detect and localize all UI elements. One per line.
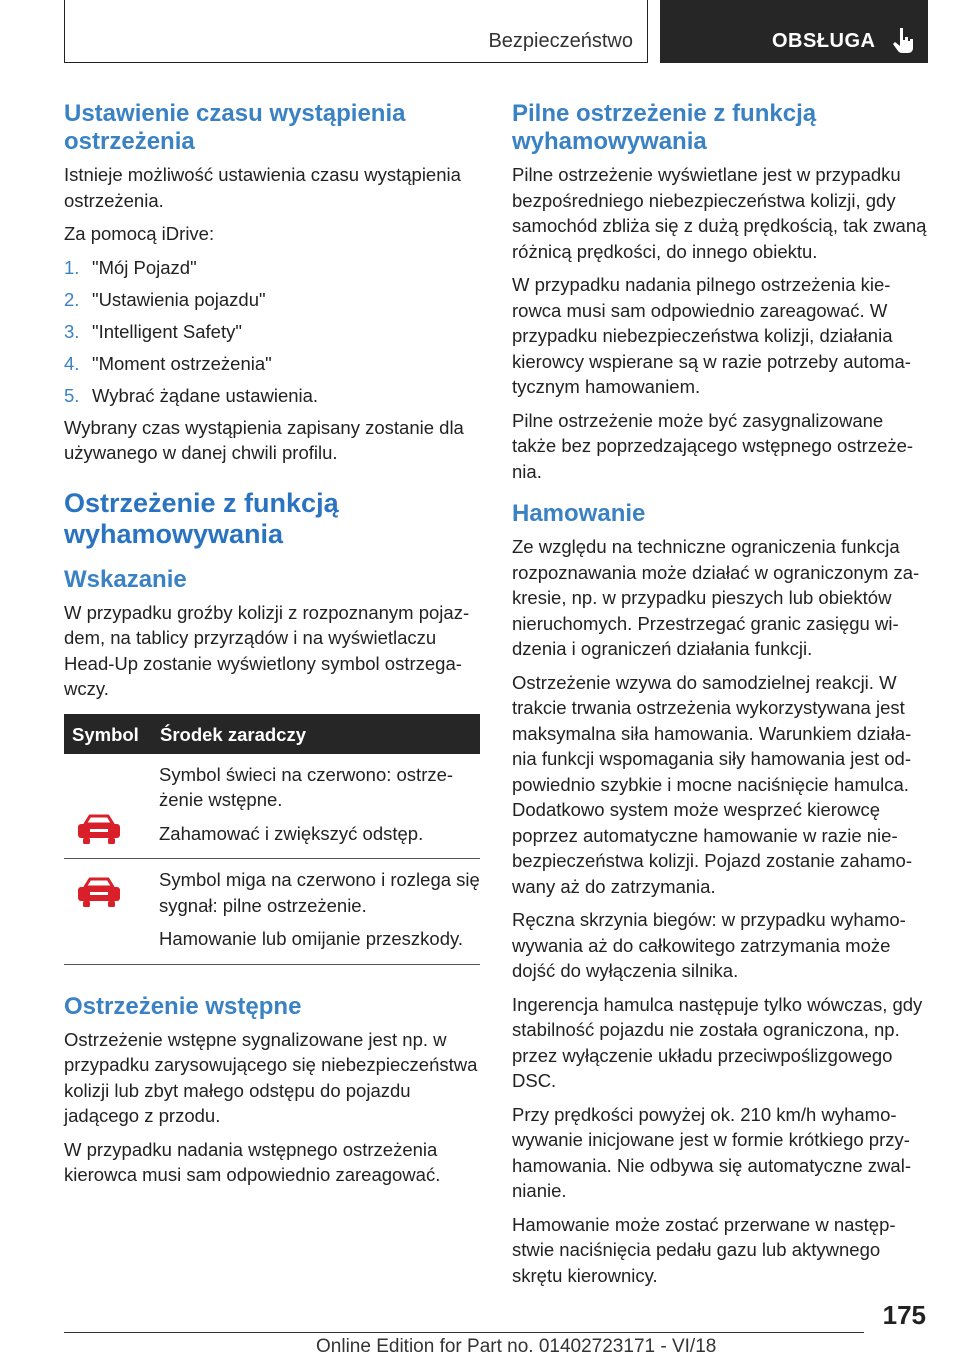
paragraph: Ingerencja hamulca następuje tylko wówczas, gdy stabilność pojazdu nie została ograniczona, np. przez wyłączenie układu przeciwpoślizgowego DSC. <box>512 993 923 1091</box>
heading-urgent-warning: Pilne ostrzeżenie z funkcją wyhamowywania <box>512 100 817 155</box>
list-item <box>64 383 480 409</box>
list-item <box>64 255 480 281</box>
step-text: "Mój Pojazd" <box>92 256 197 278</box>
column-header-symbol: Symbol <box>72 723 139 745</box>
section-title: Bezpieczeństwo <box>488 30 633 52</box>
action-text: Hamowanie lub omijanie przeszkody. <box>159 928 464 949</box>
table-row <box>64 754 480 860</box>
heading-pre-warning: Ostrzeżenie wstępne <box>64 992 302 1020</box>
footer-divider <box>64 1332 864 1333</box>
action-cell <box>159 859 480 964</box>
heading-braking: Hamowanie <box>512 500 646 527</box>
edition-note: Online Edition for Part no. 01402723171 - VI/18 <box>316 1336 717 1357</box>
step-text: Wybrać żądane ustawienia. <box>92 384 319 406</box>
paragraph: Za pomocą iDrive: <box>64 223 215 244</box>
heading-indication: Wskazanie <box>64 565 187 593</box>
paragraph: Ze względu na techniczne ograniczenia funkcja rozpoznawania może działać w ograniczonym zakresie, np. w przypadku pieszych lub obiektów nieruchomych. Przestrzegać granic zasięgu widzenia i ograniczeń działania funkcji. <box>512 536 920 659</box>
paragraph: Istnieje możliwość ustawienia czasu wystąpienia ostrzeżenia. <box>64 164 461 211</box>
symbol-table <box>64 714 480 965</box>
action-text: Symbol świeci na czerwono: ostrzeżenie wstępne. <box>159 763 454 810</box>
page-header <box>64 0 928 66</box>
step-text: "Ustawienia pojazdu" <box>92 288 266 310</box>
table-header <box>64 714 480 754</box>
paragraph: W przypadku groźby kolizji z rozpoznanym pojazdem, na tablicy przyrządów i na wyświetlaczu Head-Up zostanie wyświetlony symbol ostrzegawczy. <box>64 601 470 699</box>
car-warning-icon <box>74 812 124 846</box>
paragraph: Przy prędkości powyżej ok. 210 km/h wyhamowywanie inicjowane jest w formie krótkiego przyhamowania. Nie odbywa się automatyczne zwalnianie. <box>512 1103 911 1201</box>
column-header-action: Środek zaradczy <box>160 723 307 745</box>
step-text: "Intelligent Safety" <box>92 320 242 342</box>
paragraph: Hamowanie może zostać przerwane w następstwie naciśnięcia pedału gazu lub aktywnego skrętu kierownicy. <box>512 1213 896 1286</box>
action-cell <box>159 754 480 859</box>
step-text: "Moment ostrzeżenia" <box>92 352 272 374</box>
step-number: 5. <box>64 384 80 406</box>
left-column <box>64 100 480 1196</box>
heading-braking-warning: Ostrzeżenie z funkcją wyhamowywania <box>64 487 339 549</box>
paragraph: Ostrzeżenie wstępne sygnalizowane jest np. w przypadku zarysowującego się niebezpieczeństwa kolizji lub zbyt małego odstępu do pojazdu jadącego z przodu. <box>64 1028 478 1126</box>
car-warning-flashing-icon <box>74 875 124 909</box>
page-number: 175 <box>882 1300 926 1330</box>
paragraph: Pilne ostrzeżenie może być zasygnalizowane także bez poprzedzającego wstępnego ostrzeżenia. <box>512 409 914 482</box>
list-item <box>64 351 480 377</box>
list-item <box>64 319 480 345</box>
paragraph: W przypadku nadania wstępnego ostrzeżenia kierowca musi sam odpowiednio zareagować. <box>64 1138 441 1185</box>
idrive-steps-list <box>64 255 480 409</box>
chapter-title: OBSŁUGA <box>772 30 876 52</box>
paragraph: Ostrzeżenie wzywa do samodzielnej reakcji. W trakcie trwania ostrzeżenia wykorzystywana jest maksymalna siła hamowania. Warunkiem działania funkcji wspomagania siły hamowania jest odpowiednio szybkie i mocne naciśnięcie hamulca. Dodatkowo system może wesprzeć kierowcę poprzez automatyczne hamowanie w razie niebezpieczeństwa kolizji. Pojazd zostanie zahamowany aż do zatrzymania. <box>512 671 913 897</box>
paragraph: Ręczna skrzynia biegów: w przypadku wyhamowywania aż do całkowitego zatrzymania może dojść do wyłączenia silnika. <box>512 909 906 981</box>
paragraph: W przypadku nadania pilnego ostrzeżenia kierowca musi sam odpowiednio zareagować. W przypadku niebezpieczeństwa kolizji, działania kierowcy wspierane są w razie potrzeby automatycznym hamowaniem. <box>512 274 911 397</box>
heading-warning-timing: Ustawienie czasu wystąpienia ostrzeżenia <box>64 100 406 155</box>
list-item <box>64 287 480 313</box>
paragraph: Pilne ostrzeżenie wyświetlane jest w przypadku bezpośredniego niebezpieczeństwa kolizji, gdy samochód zbliża się z dużą prędkością, tak zwaną różnicą prędkości, do innego obiektu. <box>512 164 927 262</box>
action-text: Symbol miga na czerwono i rozlega się sygnał: pilne ostrzeżenie. <box>159 869 480 916</box>
section-tab <box>64 0 648 63</box>
step-number: 1. <box>64 256 80 278</box>
action-text: Zahamować i zwiększyć odstęp. <box>159 822 424 844</box>
step-number: 3. <box>64 320 80 342</box>
right-column <box>512 100 928 1296</box>
table-row <box>64 859 480 965</box>
step-number: 2. <box>64 288 80 310</box>
hand-pointer-icon <box>892 26 916 54</box>
paragraph: Wybrany czas wystąpienia zapisany zostanie dla używanego w danej chwili profilu. <box>64 416 464 463</box>
step-number: 4. <box>64 352 80 374</box>
chapter-tab <box>660 0 928 63</box>
